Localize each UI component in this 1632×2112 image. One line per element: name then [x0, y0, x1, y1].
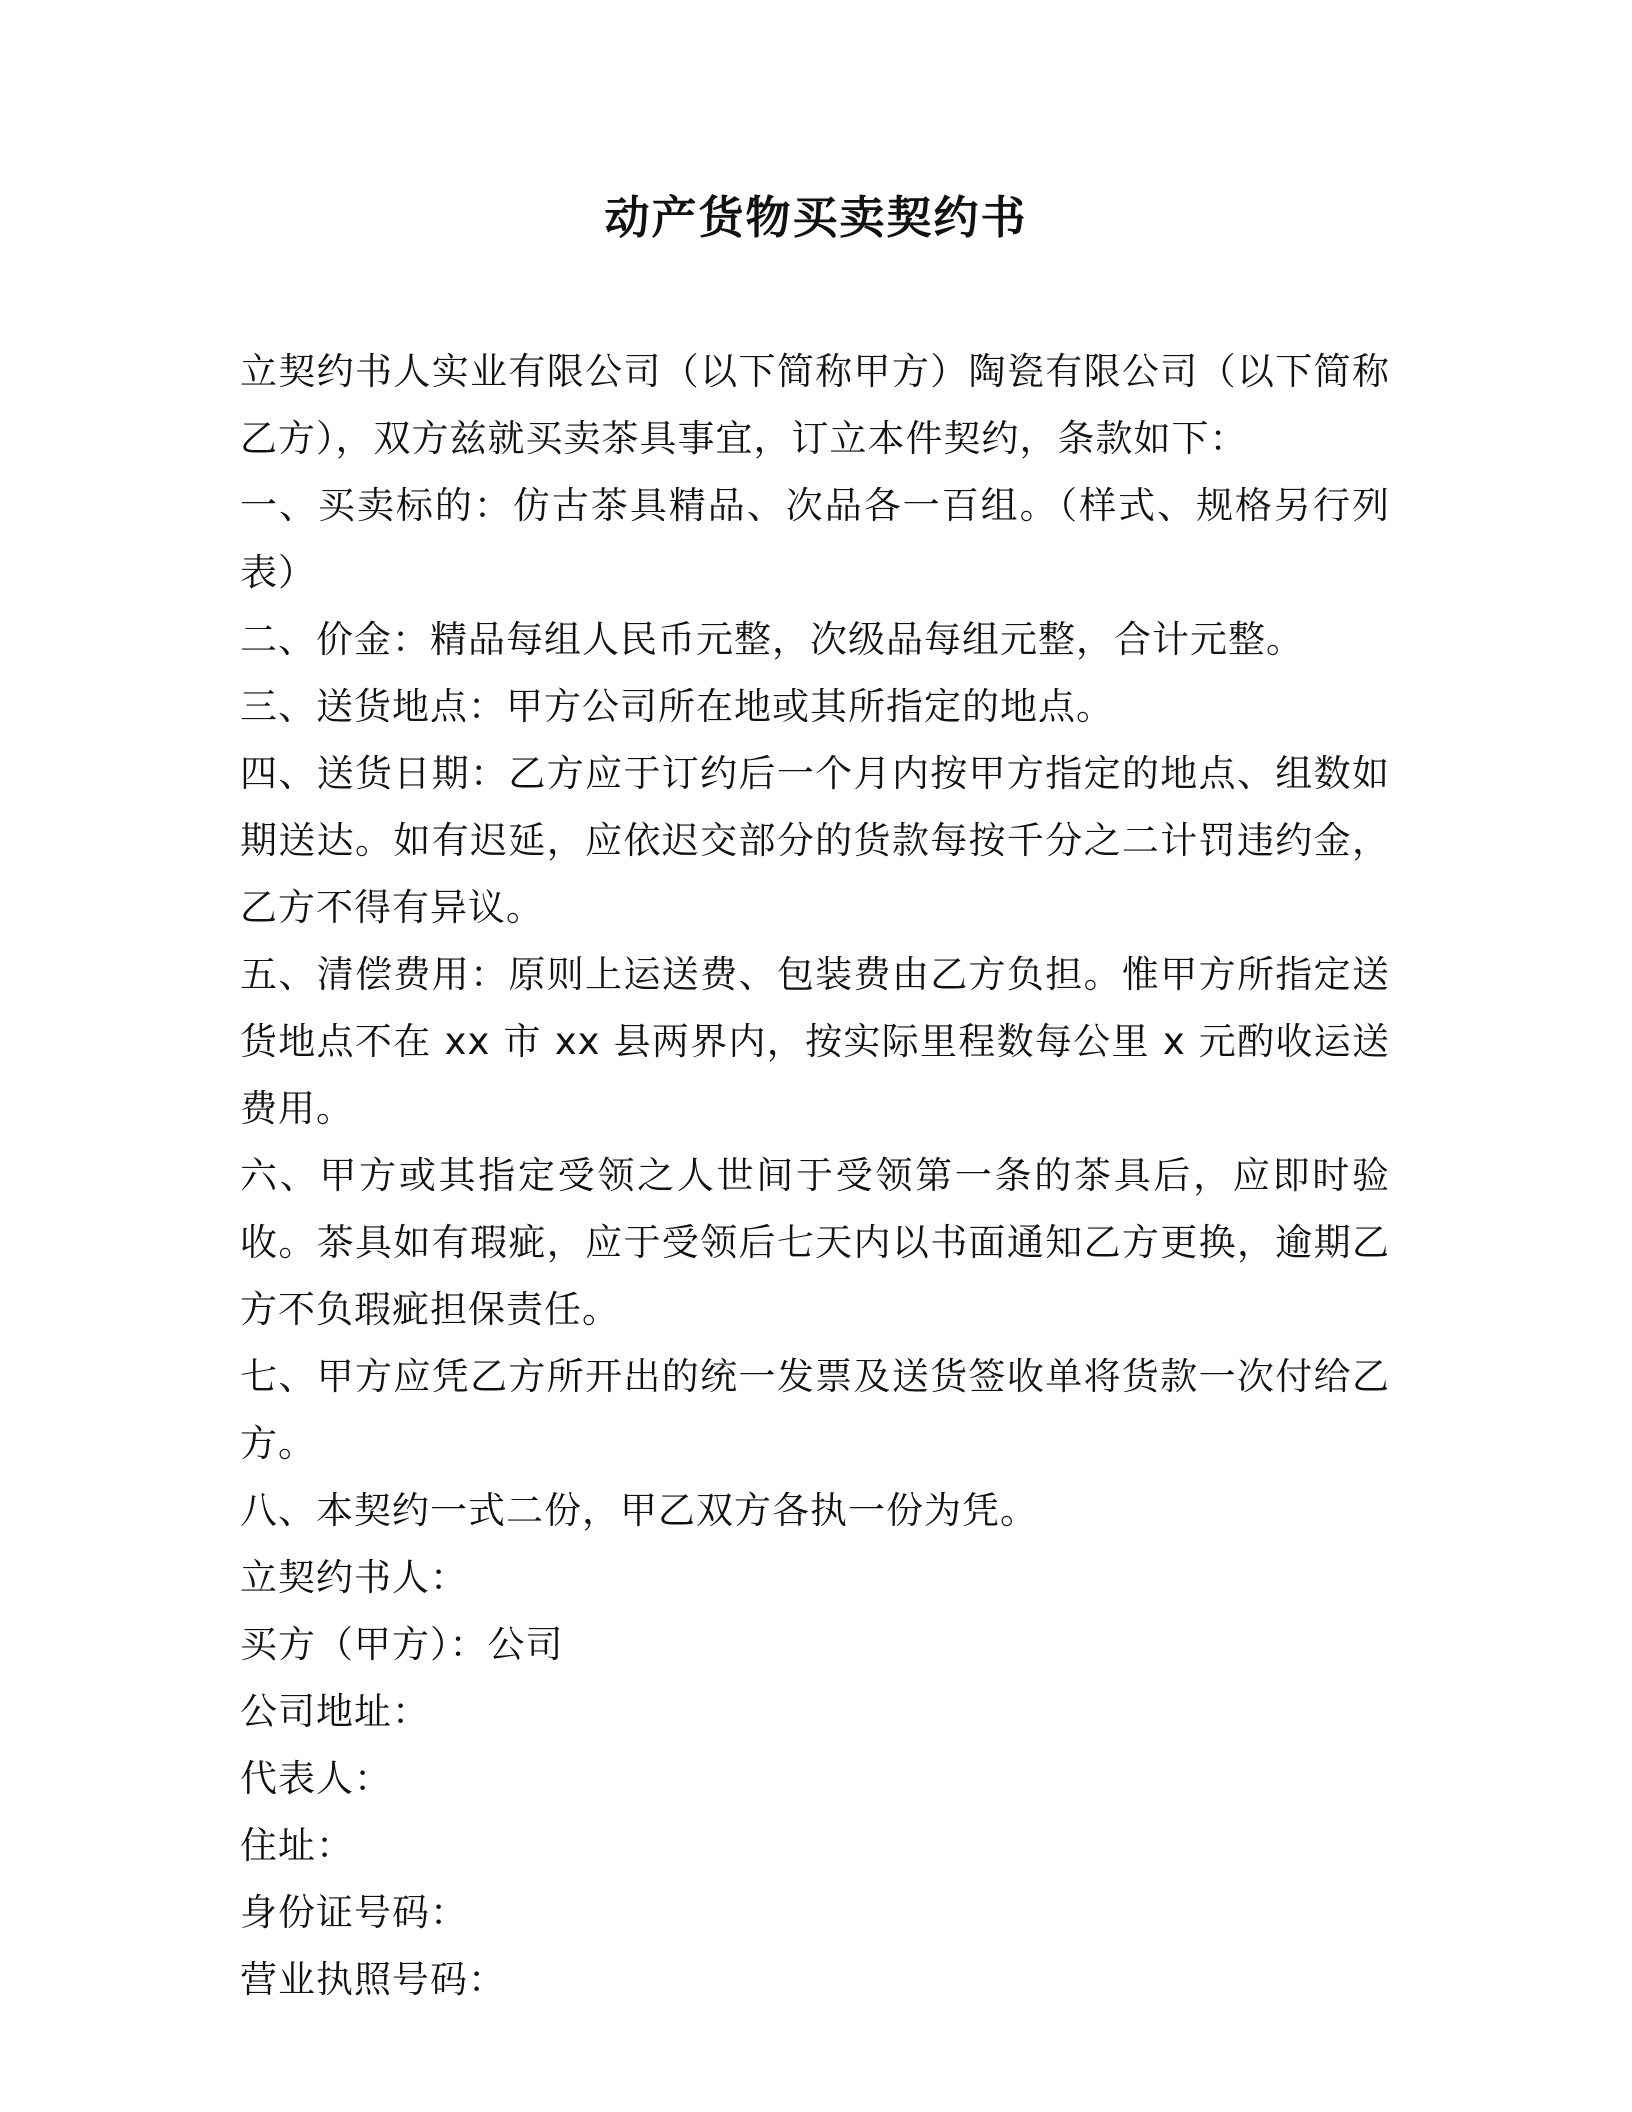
clause-6: 六、甲方或其指定受领之人世间于受领第一条的茶具后，应即时验收。茶具如有瑕疵，应于受领后七天内以书面通知乙方更换，逾期乙方不负瑕疵担保责任。	[240, 1154, 1390, 1331]
clause-4: 四、送货日期：乙方应于订约后一个月内按甲方指定的地点、组数如期送达。如有迟延，应依迟交部分的货款每按千分之二计罚违约金，乙方不得有异议。	[240, 752, 1390, 929]
company-address-line: 公司地址：	[240, 1690, 430, 1733]
clause-1: 一、买卖标的：仿古茶具精品、次品各一百组。（样式、规格另行列表）	[240, 484, 1390, 594]
document-body	[240, 338, 1390, 2013]
business-license-line: 营业执照号码：	[240, 1958, 506, 2001]
buyer-line: 买方（甲方）：公司	[240, 1623, 564, 1666]
intro-paragraph: 立契约书人实业有限公司（以下简称甲方）陶瓷有限公司（以下简称乙方），双方兹就买卖茶具事宜，订立本件契约，条款如下：	[240, 350, 1390, 460]
clause-2: 二、价金：精品每组人民币元整，次级品每组元整，合计元整。	[240, 618, 1304, 661]
clause-5: 五、清偿费用：原则上运送费、包装费由乙方负担。惟甲方所指定送货地点不在 xx 市 xx 县两界内，按实际里程数每公里 x 元酌收运送费用。	[240, 953, 1390, 1130]
representative-line: 代表人：	[240, 1757, 392, 1800]
clause-8: 八、本契约一式二份，甲乙双方各执一份为凭。	[240, 1489, 1038, 1532]
clause-7: 七、甲方应凭乙方所开出的统一发票及送货签收单将货款一次付给乙方。	[240, 1355, 1390, 1465]
clause-3: 三、送货地点：甲方公司所在地或其所指定的地点。	[240, 685, 1114, 728]
signature-heading: 立契约书人：	[240, 1556, 468, 1599]
document-title: 动产货物买卖契约书	[604, 191, 1028, 244]
residence-line: 住址：	[240, 1824, 354, 1867]
id-number-line: 身份证号码：	[240, 1891, 468, 1934]
signature-block	[240, 1544, 1390, 2013]
